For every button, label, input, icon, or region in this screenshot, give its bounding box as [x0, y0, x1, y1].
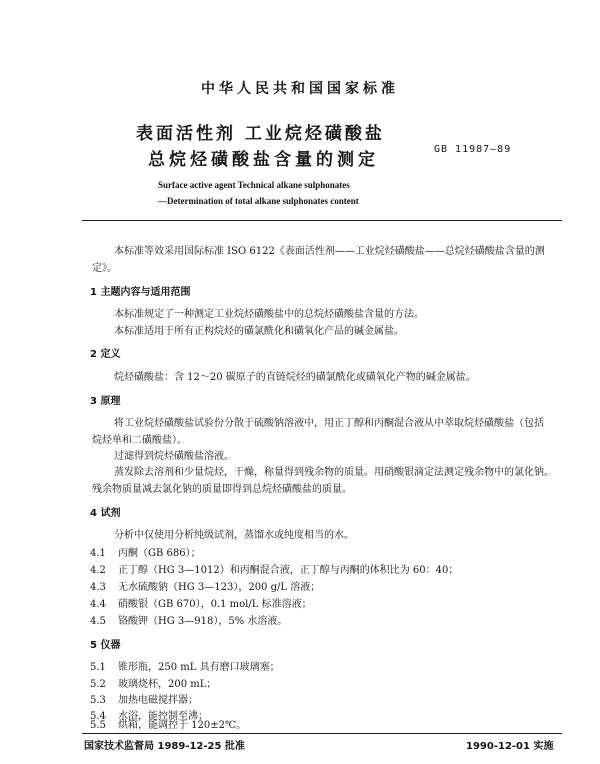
list-item-number: 4.2: [90, 565, 106, 576]
section-4-intro: 分析中仅使用分析纯级试剂，蒸馏水或纯度相当的水。: [114, 530, 354, 541]
list-item: 铬酸钾（HG 3—918），5% 水溶液。: [118, 616, 288, 627]
section-3-paragraph-3-line2: 残余物质量减去氯化钠的质量即得到总烷烃磺酸盐的质量。: [92, 484, 352, 495]
implementation-date: 1990-12-01 实施: [466, 741, 554, 752]
intro-line2: 定》。: [92, 263, 117, 274]
list-item: 加热电磁搅拌器；: [118, 695, 198, 706]
list-item-number: 5.3: [90, 695, 106, 706]
section-3-heading: 3 原理: [90, 396, 121, 407]
list-item: 烘箱，能调控于 120±2℃。: [118, 720, 247, 731]
list-item-number: 4.1: [90, 548, 106, 559]
title-cn-line1: 表面活性剂 工业烷烃磺酸盐: [136, 124, 385, 144]
standard-code: GB 11987—89: [434, 144, 512, 155]
approval-notice: 国家技术监督局 1989-12-25 批准: [84, 741, 245, 752]
list-item-number: 5.4: [90, 711, 106, 722]
list-item: 玻璃烧杯，200 mL；: [118, 679, 217, 690]
list-item: 锥形瓶，250 mL 具有磨口玻璃塞；: [118, 662, 280, 673]
section-1-paragraph-1: 本标准规定了一种测定工业烷烃磺酸盐中的总烷烃磺酸盐含量的方法。: [114, 309, 424, 320]
list-item-number: 5.5: [90, 720, 106, 731]
section-1-heading: 1 主题内容与适用范围: [90, 287, 191, 298]
section-3-paragraph-1-line1: 将工业烷烃磺酸盐试验份分散于硫酸钠溶液中，用正丁醇和丙酮混合液从中萃取烷烃磺酸盐（包括: [114, 418, 544, 429]
list-item: 丙酮（GB 686）；: [118, 548, 201, 559]
title-en-line1: Surface active agent Technical alkane sulphonates: [158, 180, 350, 190]
intro-line1: 本标准等效采用国际标准 ISO 6122《表面活性剂——工业烷烃磺酸盐——总烷烃磺酸盐含量的测: [114, 246, 545, 257]
section-2-heading: 2 定义: [90, 349, 121, 360]
list-item-number: 4.3: [90, 582, 106, 593]
section-3-paragraph-3-line1: 蒸发除去溶剂和少量烷烃，干燥，称量得到残余物的质量。用硝酸银滴定法测定残余物中的氯化钠。: [114, 467, 554, 478]
list-item-number: 5.1: [90, 662, 106, 673]
list-item-number: 4.4: [90, 599, 106, 610]
section-3-paragraph-2: 过滤得到烷烃磺酸盐溶液。: [114, 451, 234, 462]
header-divider: [82, 220, 562, 221]
list-item: 水浴，能控制至沸；: [118, 711, 208, 722]
title-cn-line2: 总烷烃磺酸盐含量的测定: [148, 150, 379, 170]
list-item-number: 5.2: [90, 679, 106, 690]
section-3-paragraph-1-line2: 烷烃单和二磺酸盐）。: [92, 435, 187, 446]
list-item: 无水硫酸钠（HG 3—123），200 g/L 溶液；: [118, 582, 321, 593]
section-1-paragraph-2: 本标准适用于所有正构烷烃的磺氯酰化和磺氧化产品的碱金属盐。: [114, 326, 404, 337]
list-item: 正丁醇（HG 3—1012）和丙酮混合液，正丁醇与丙酮的体积比为 60：40；: [118, 565, 459, 576]
list-item: 硝酸银（GB 670），0.1 mol/L 标准溶液；: [118, 599, 312, 610]
national-standard-heading: 中华人民共和国国家标准: [201, 81, 399, 97]
section-2-paragraph-1: 烷烃磺酸盐：含 12～20 碳原子的直链烷烃的磺氯酰化或磺氧化产物的碱金属盐。: [114, 372, 476, 383]
footer-divider: [82, 733, 562, 734]
section-4-heading: 4 试剂: [90, 508, 121, 519]
title-en-line2: —Determination of total alkane sulphonates content: [158, 196, 359, 206]
list-item-number: 4.5: [90, 616, 106, 627]
section-5-heading: 5 仪器: [90, 640, 121, 651]
